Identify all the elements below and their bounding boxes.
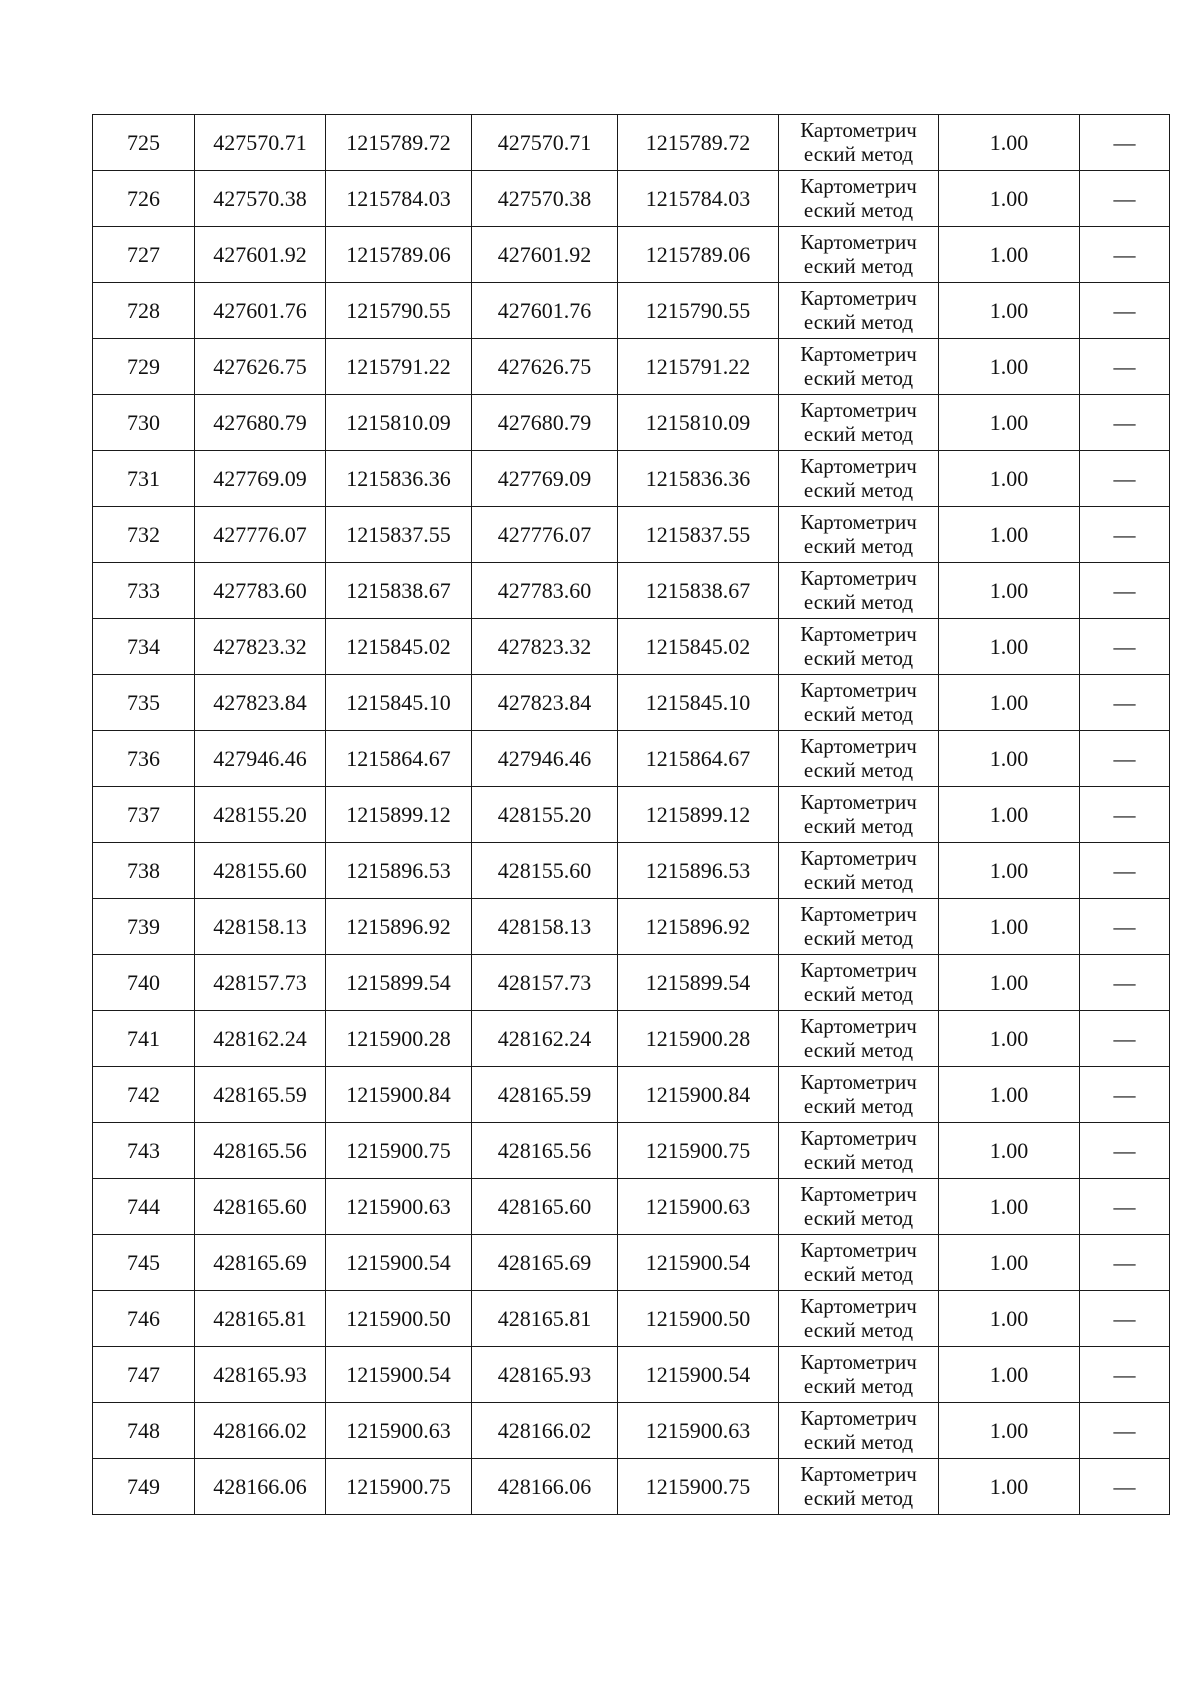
accuracy-cell: 1.00 <box>939 731 1080 787</box>
table-row <box>93 675 1170 731</box>
accuracy-cell: 1.00 <box>939 395 1080 451</box>
note-cell: — <box>1080 1403 1170 1459</box>
note-cell: — <box>1080 1459 1170 1515</box>
method-line-2: еский метод <box>803 1149 914 1174</box>
y-refined-cell: 1215899.54 <box>618 955 779 1011</box>
y-existing-cell: 1215837.55 <box>326 507 472 563</box>
table-row <box>93 115 1170 171</box>
x-existing-cell: 427601.76 <box>195 283 326 339</box>
method-cell <box>779 1067 939 1123</box>
method-line-2: еский метод <box>803 1485 914 1510</box>
point-number-cell: 737 <box>93 787 195 843</box>
x-refined-cell: 428157.73 <box>472 955 618 1011</box>
x-existing-cell: 427570.38 <box>195 171 326 227</box>
y-existing-cell: 1215900.54 <box>326 1347 472 1403</box>
note-cell: — <box>1080 1123 1170 1179</box>
x-refined-cell: 427946.46 <box>472 731 618 787</box>
note-cell: — <box>1080 451 1170 507</box>
x-existing-cell: 428166.06 <box>195 1459 326 1515</box>
method-line-1: Картометрич <box>800 1237 917 1262</box>
accuracy-cell: 1.00 <box>939 339 1080 395</box>
table-row <box>93 619 1170 675</box>
method-cell <box>779 171 939 227</box>
method-cell <box>779 1123 939 1179</box>
y-refined-cell: 1215864.67 <box>618 731 779 787</box>
method-cell <box>779 619 939 675</box>
point-number-cell: 742 <box>93 1067 195 1123</box>
table-row <box>93 227 1170 283</box>
note-cell: — <box>1080 283 1170 339</box>
method-line-1: Картометрич <box>800 117 917 142</box>
table-row <box>93 1067 1170 1123</box>
method-line-2: еский метод <box>803 869 914 894</box>
x-existing-cell: 427776.07 <box>195 507 326 563</box>
point-number-cell: 740 <box>93 955 195 1011</box>
coordinates-table <box>92 114 1170 1515</box>
accuracy-cell: 1.00 <box>939 171 1080 227</box>
y-refined-cell: 1215900.84 <box>618 1067 779 1123</box>
accuracy-cell: 1.00 <box>939 787 1080 843</box>
method-cell <box>779 843 939 899</box>
note-cell: — <box>1080 171 1170 227</box>
table-row <box>93 1291 1170 1347</box>
y-refined-cell: 1215900.54 <box>618 1347 779 1403</box>
method-cell <box>779 1459 939 1515</box>
method-line-1: Картометрич <box>800 509 917 534</box>
method-line-2: еский метод <box>803 365 914 390</box>
method-line-2: еский метод <box>803 1205 914 1230</box>
x-existing-cell: 427823.84 <box>195 675 326 731</box>
method-cell <box>779 955 939 1011</box>
accuracy-cell: 1.00 <box>939 507 1080 563</box>
accuracy-cell: 1.00 <box>939 675 1080 731</box>
y-existing-cell: 1215896.92 <box>326 899 472 955</box>
note-cell: — <box>1080 899 1170 955</box>
method-line-1: Картометрич <box>800 1069 917 1094</box>
x-existing-cell: 427769.09 <box>195 451 326 507</box>
table-row <box>93 451 1170 507</box>
method-line-1: Картометрич <box>800 285 917 310</box>
y-refined-cell: 1215791.22 <box>618 339 779 395</box>
x-refined-cell: 428165.93 <box>472 1347 618 1403</box>
table-row <box>93 1179 1170 1235</box>
y-refined-cell: 1215845.02 <box>618 619 779 675</box>
y-existing-cell: 1215900.63 <box>326 1179 472 1235</box>
note-cell: — <box>1080 395 1170 451</box>
x-refined-cell: 428158.13 <box>472 899 618 955</box>
y-refined-cell: 1215838.67 <box>618 563 779 619</box>
method-line-2: еский метод <box>803 309 914 334</box>
x-refined-cell: 428166.02 <box>472 1403 618 1459</box>
point-number-cell: 730 <box>93 395 195 451</box>
x-existing-cell: 428166.02 <box>195 1403 326 1459</box>
method-line-2: еский метод <box>803 421 914 446</box>
x-refined-cell: 428165.69 <box>472 1235 618 1291</box>
y-existing-cell: 1215836.36 <box>326 451 472 507</box>
accuracy-cell: 1.00 <box>939 1459 1080 1515</box>
method-line-2: еский метод <box>803 757 914 782</box>
method-line-1: Картометрич <box>800 901 917 926</box>
method-line-1: Картометрич <box>800 565 917 590</box>
method-cell <box>779 787 939 843</box>
y-existing-cell: 1215900.75 <box>326 1123 472 1179</box>
note-cell: — <box>1080 1067 1170 1123</box>
method-cell <box>779 1347 939 1403</box>
method-cell <box>779 563 939 619</box>
point-number-cell: 728 <box>93 283 195 339</box>
y-existing-cell: 1215845.02 <box>326 619 472 675</box>
table-row <box>93 339 1170 395</box>
accuracy-cell: 1.00 <box>939 1011 1080 1067</box>
x-existing-cell: 427823.32 <box>195 619 326 675</box>
point-number-cell: 746 <box>93 1291 195 1347</box>
point-number-cell: 738 <box>93 843 195 899</box>
table-row <box>93 787 1170 843</box>
x-refined-cell: 427823.32 <box>472 619 618 675</box>
method-line-2: еский метод <box>803 1261 914 1286</box>
method-cell <box>779 227 939 283</box>
x-existing-cell: 427946.46 <box>195 731 326 787</box>
accuracy-cell: 1.00 <box>939 1347 1080 1403</box>
note-cell: — <box>1080 1347 1170 1403</box>
method-line-2: еский метод <box>803 533 914 558</box>
point-number-cell: 741 <box>93 1011 195 1067</box>
accuracy-cell: 1.00 <box>939 1291 1080 1347</box>
table-row <box>93 507 1170 563</box>
accuracy-cell: 1.00 <box>939 1235 1080 1291</box>
y-existing-cell: 1215900.54 <box>326 1235 472 1291</box>
method-line-2: еский метод <box>803 701 914 726</box>
point-number-cell: 733 <box>93 563 195 619</box>
x-refined-cell: 428155.20 <box>472 787 618 843</box>
method-cell <box>779 115 939 171</box>
x-refined-cell: 427769.09 <box>472 451 618 507</box>
point-number-cell: 739 <box>93 899 195 955</box>
y-refined-cell: 1215789.06 <box>618 227 779 283</box>
point-number-cell: 732 <box>93 507 195 563</box>
x-refined-cell: 428165.56 <box>472 1123 618 1179</box>
y-refined-cell: 1215790.55 <box>618 283 779 339</box>
y-existing-cell: 1215784.03 <box>326 171 472 227</box>
x-existing-cell: 427570.71 <box>195 115 326 171</box>
point-number-cell: 729 <box>93 339 195 395</box>
x-existing-cell: 428157.73 <box>195 955 326 1011</box>
method-line-1: Картометрич <box>800 621 917 646</box>
method-cell <box>779 283 939 339</box>
method-line-2: еский метод <box>803 1037 914 1062</box>
table-row <box>93 1123 1170 1179</box>
note-cell: — <box>1080 115 1170 171</box>
method-cell <box>779 339 939 395</box>
y-existing-cell: 1215790.55 <box>326 283 472 339</box>
method-line-1: Картометрич <box>800 453 917 478</box>
x-existing-cell: 427680.79 <box>195 395 326 451</box>
table-row <box>93 955 1170 1011</box>
point-number-cell: 735 <box>93 675 195 731</box>
method-line-2: еский метод <box>803 589 914 614</box>
y-existing-cell: 1215900.63 <box>326 1403 472 1459</box>
note-cell: — <box>1080 339 1170 395</box>
point-number-cell: 736 <box>93 731 195 787</box>
table-row <box>93 843 1170 899</box>
table-row <box>93 395 1170 451</box>
method-line-1: Картометрич <box>800 957 917 982</box>
method-cell <box>779 395 939 451</box>
method-cell <box>779 451 939 507</box>
y-existing-cell: 1215899.54 <box>326 955 472 1011</box>
x-refined-cell: 428165.59 <box>472 1067 618 1123</box>
accuracy-cell: 1.00 <box>939 955 1080 1011</box>
y-existing-cell: 1215845.10 <box>326 675 472 731</box>
table-row <box>93 1459 1170 1515</box>
accuracy-cell: 1.00 <box>939 1067 1080 1123</box>
table-row <box>93 1403 1170 1459</box>
y-refined-cell: 1215900.50 <box>618 1291 779 1347</box>
accuracy-cell: 1.00 <box>939 451 1080 507</box>
note-cell: — <box>1080 787 1170 843</box>
method-line-2: еский метод <box>803 1317 914 1342</box>
y-existing-cell: 1215896.53 <box>326 843 472 899</box>
method-line-2: еский метод <box>803 197 914 222</box>
point-number-cell: 747 <box>93 1347 195 1403</box>
y-refined-cell: 1215810.09 <box>618 395 779 451</box>
x-refined-cell: 427570.38 <box>472 171 618 227</box>
accuracy-cell: 1.00 <box>939 619 1080 675</box>
note-cell: — <box>1080 507 1170 563</box>
point-number-cell: 734 <box>93 619 195 675</box>
y-refined-cell: 1215899.12 <box>618 787 779 843</box>
method-cell <box>779 1011 939 1067</box>
method-line-2: еский метод <box>803 1093 914 1118</box>
note-cell: — <box>1080 955 1170 1011</box>
x-existing-cell: 427783.60 <box>195 563 326 619</box>
y-existing-cell: 1215864.67 <box>326 731 472 787</box>
x-existing-cell: 428155.60 <box>195 843 326 899</box>
note-cell: — <box>1080 1291 1170 1347</box>
y-refined-cell: 1215900.28 <box>618 1011 779 1067</box>
table-row <box>93 731 1170 787</box>
x-refined-cell: 428162.24 <box>472 1011 618 1067</box>
method-cell <box>779 1403 939 1459</box>
method-line-2: еский метод <box>803 981 914 1006</box>
point-number-cell: 748 <box>93 1403 195 1459</box>
method-line-2: еский метод <box>803 1429 914 1454</box>
x-existing-cell: 428165.60 <box>195 1179 326 1235</box>
point-number-cell: 731 <box>93 451 195 507</box>
note-cell: — <box>1080 227 1170 283</box>
table-row <box>93 899 1170 955</box>
method-line-1: Картометрич <box>800 1013 917 1038</box>
method-line-1: Картометрич <box>800 1461 917 1486</box>
method-line-2: еский метод <box>803 253 914 278</box>
y-refined-cell: 1215900.63 <box>618 1403 779 1459</box>
x-refined-cell: 427680.79 <box>472 395 618 451</box>
accuracy-cell: 1.00 <box>939 227 1080 283</box>
method-line-1: Картометрич <box>800 1349 917 1374</box>
method-line-1: Картометрич <box>800 1293 917 1318</box>
x-refined-cell: 428155.60 <box>472 843 618 899</box>
x-refined-cell: 427601.76 <box>472 283 618 339</box>
x-refined-cell: 427601.92 <box>472 227 618 283</box>
method-line-1: Картометрич <box>800 789 917 814</box>
x-refined-cell: 428165.60 <box>472 1179 618 1235</box>
method-cell <box>779 507 939 563</box>
x-existing-cell: 428162.24 <box>195 1011 326 1067</box>
x-refined-cell: 427823.84 <box>472 675 618 731</box>
method-line-1: Картометрич <box>800 173 917 198</box>
y-refined-cell: 1215900.75 <box>618 1123 779 1179</box>
y-refined-cell: 1215896.53 <box>618 843 779 899</box>
note-cell: — <box>1080 675 1170 731</box>
accuracy-cell: 1.00 <box>939 1403 1080 1459</box>
method-line-1: Картометрич <box>800 1181 917 1206</box>
x-existing-cell: 428165.93 <box>195 1347 326 1403</box>
method-line-1: Картометрич <box>800 397 917 422</box>
note-cell: — <box>1080 843 1170 899</box>
y-refined-cell: 1215784.03 <box>618 171 779 227</box>
note-cell: — <box>1080 1011 1170 1067</box>
point-number-cell: 744 <box>93 1179 195 1235</box>
y-refined-cell: 1215789.72 <box>618 115 779 171</box>
note-cell: — <box>1080 1235 1170 1291</box>
y-existing-cell: 1215900.84 <box>326 1067 472 1123</box>
y-refined-cell: 1215900.63 <box>618 1179 779 1235</box>
y-existing-cell: 1215899.12 <box>326 787 472 843</box>
x-existing-cell: 427601.92 <box>195 227 326 283</box>
y-refined-cell: 1215845.10 <box>618 675 779 731</box>
table-row <box>93 1235 1170 1291</box>
y-existing-cell: 1215900.50 <box>326 1291 472 1347</box>
accuracy-cell: 1.00 <box>939 843 1080 899</box>
point-number-cell: 749 <box>93 1459 195 1515</box>
y-existing-cell: 1215900.75 <box>326 1459 472 1515</box>
point-number-cell: 727 <box>93 227 195 283</box>
note-cell: — <box>1080 619 1170 675</box>
y-refined-cell: 1215837.55 <box>618 507 779 563</box>
accuracy-cell: 1.00 <box>939 1179 1080 1235</box>
point-number-cell: 743 <box>93 1123 195 1179</box>
y-existing-cell: 1215789.72 <box>326 115 472 171</box>
table-row <box>93 171 1170 227</box>
x-refined-cell: 428165.81 <box>472 1291 618 1347</box>
method-line-1: Картометрич <box>800 1405 917 1430</box>
method-line-2: еский метод <box>803 1373 914 1398</box>
table-row <box>93 563 1170 619</box>
x-existing-cell: 428165.69 <box>195 1235 326 1291</box>
accuracy-cell: 1.00 <box>939 283 1080 339</box>
y-existing-cell: 1215838.67 <box>326 563 472 619</box>
method-cell <box>779 1291 939 1347</box>
method-line-2: еский метод <box>803 477 914 502</box>
note-cell: — <box>1080 1179 1170 1235</box>
method-line-1: Картометрич <box>800 845 917 870</box>
method-cell <box>779 1179 939 1235</box>
accuracy-cell: 1.00 <box>939 115 1080 171</box>
y-refined-cell: 1215900.75 <box>618 1459 779 1515</box>
method-line-2: еский метод <box>803 925 914 950</box>
point-number-cell: 745 <box>93 1235 195 1291</box>
method-cell <box>779 899 939 955</box>
method-line-2: еский метод <box>803 813 914 838</box>
point-number-cell: 725 <box>93 115 195 171</box>
table-row <box>93 1347 1170 1403</box>
method-line-2: еский метод <box>803 141 914 166</box>
y-refined-cell: 1215896.92 <box>618 899 779 955</box>
point-number-cell: 726 <box>93 171 195 227</box>
y-existing-cell: 1215900.28 <box>326 1011 472 1067</box>
x-refined-cell: 427776.07 <box>472 507 618 563</box>
table-row <box>93 283 1170 339</box>
x-existing-cell: 427626.75 <box>195 339 326 395</box>
x-existing-cell: 428155.20 <box>195 787 326 843</box>
y-existing-cell: 1215810.09 <box>326 395 472 451</box>
accuracy-cell: 1.00 <box>939 1123 1080 1179</box>
method-line-1: Картометрич <box>800 677 917 702</box>
note-cell: — <box>1080 731 1170 787</box>
method-line-2: еский метод <box>803 645 914 670</box>
x-existing-cell: 428165.59 <box>195 1067 326 1123</box>
x-existing-cell: 428165.81 <box>195 1291 326 1347</box>
accuracy-cell: 1.00 <box>939 899 1080 955</box>
x-existing-cell: 428158.13 <box>195 899 326 955</box>
table-body <box>93 115 1170 1515</box>
method-line-1: Картометрич <box>800 229 917 254</box>
method-cell <box>779 675 939 731</box>
method-cell <box>779 731 939 787</box>
y-refined-cell: 1215900.54 <box>618 1235 779 1291</box>
x-refined-cell: 428166.06 <box>472 1459 618 1515</box>
x-existing-cell: 428165.56 <box>195 1123 326 1179</box>
y-existing-cell: 1215791.22 <box>326 339 472 395</box>
y-existing-cell: 1215789.06 <box>326 227 472 283</box>
x-refined-cell: 427570.71 <box>472 115 618 171</box>
x-refined-cell: 427626.75 <box>472 339 618 395</box>
method-line-1: Картометрич <box>800 733 917 758</box>
table-row <box>93 1011 1170 1067</box>
note-cell: — <box>1080 563 1170 619</box>
y-refined-cell: 1215836.36 <box>618 451 779 507</box>
x-refined-cell: 427783.60 <box>472 563 618 619</box>
method-cell <box>779 1235 939 1291</box>
method-line-1: Картометрич <box>800 1125 917 1150</box>
accuracy-cell: 1.00 <box>939 563 1080 619</box>
method-line-1: Картометрич <box>800 341 917 366</box>
